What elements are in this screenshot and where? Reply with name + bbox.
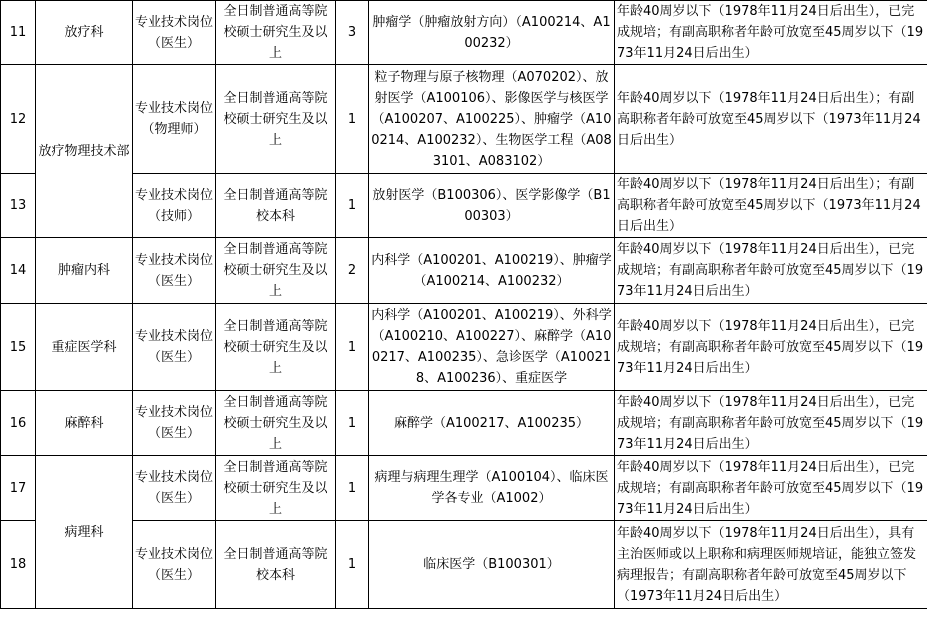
major-cell: 内科学（A100201、A100219）、外科学（A100210、A100227）、麻醉学（A100217、A100235）、急诊医学（A100218、A100236）、重症医学 (369, 304, 615, 391)
department-cell: 肿瘤内科 (36, 238, 133, 304)
department-cell: 麻醉科 (36, 391, 133, 456)
requirement-cell: 年龄40周岁以下（1978年11月24日后出生）；有副高职称者年龄可放宽至45周岁以下（1973年11月24日后出生） (615, 65, 927, 174)
post-cell: 专业技术岗位（医生） (133, 304, 216, 391)
requirement-cell: 年龄40周岁以下（1978年11月24日后出生），已完成规培；有副高职称者年龄可放宽至45周岁以下（1973年11月24日后出生） (615, 1, 927, 65)
requirement-cell: 年龄40周岁以下（1978年11月24日后出生）；有副高职称者年龄可放宽至45周岁以下（1973年11月24日后出生） (615, 174, 927, 238)
department-cell: 病理科 (36, 456, 133, 609)
post-cell: 专业技术岗位（医生） (133, 521, 216, 609)
count-cell: 1 (336, 304, 369, 391)
table-row (1, 456, 927, 521)
major-cell: 麻醉学（A100217、A100235） (369, 391, 615, 456)
education-cell: 全日制普通高等院校硕士研究生及以上 (216, 65, 336, 174)
education-cell: 全日制普通高等院校硕士研究生及以上 (216, 304, 336, 391)
table-row (1, 65, 927, 174)
count-cell: 3 (336, 1, 369, 65)
requirement-cell: 年龄40周岁以下（1978年11月24日后出生），已完成规培；有副高职称者年龄可放宽至45周岁以下（1973年11月24日后出生） (615, 238, 927, 304)
major-cell: 病理与病理生理学（A100104）、临床医学各专业（A1002） (369, 456, 615, 521)
major-cell: 内科学（A100201、A100219）、肿瘤学（A100214、A100232） (369, 238, 615, 304)
education-cell: 全日制普通高等院校硕士研究生及以上 (216, 456, 336, 521)
department-cell: 重症医学科 (36, 304, 133, 391)
table-row (1, 304, 927, 391)
requirement-cell: 年龄40周岁以下（1978年11月24日后出生），已完成规培；有副高职称者年龄可放宽至45周岁以下（1973年11月24日后出生） (615, 304, 927, 391)
row-number: 12 (1, 65, 36, 174)
education-cell: 全日制普通高等院校硕士研究生及以上 (216, 238, 336, 304)
post-cell: 专业技术岗位（医生） (133, 456, 216, 521)
table-row (1, 391, 927, 456)
table-row (1, 238, 927, 304)
row-number: 16 (1, 391, 36, 456)
education-cell: 全日制普通高等院校硕士研究生及以上 (216, 391, 336, 456)
count-cell: 1 (336, 174, 369, 238)
major-cell: 临床医学（B100301） (369, 521, 615, 609)
post-cell: 专业技术岗位（医生） (133, 391, 216, 456)
count-cell: 1 (336, 456, 369, 521)
count-cell: 1 (336, 65, 369, 174)
post-cell: 专业技术岗位（技师） (133, 174, 216, 238)
education-cell: 全日制普通高等院校本科 (216, 521, 336, 609)
requirement-cell: 年龄40周岁以下（1978年11月24日后出生），已完成规培；有副高职称者年龄可放宽至45周岁以下（1973年11月24日后出生） (615, 456, 927, 521)
requirement-cell: 年龄40周岁以下（1978年11月24日后出生），具有主治医师或以上职称和病理医师规培证，能独立签发病理报告；有副高职称者年龄可放宽至45周岁以下（1973年11月24日后出生） (615, 521, 927, 609)
major-cell: 粒子物理与原子核物理（A070202）、放射医学（A100106）、影像医学与核医学（A100207、A100225）、肿瘤学（A100214、A100232）、生物医学工程（A083101、A083102） (369, 65, 615, 174)
education-cell: 全日制普通高等院校硕士研究生及以上 (216, 1, 336, 65)
department-cell: 放疗物理技术部 (36, 65, 133, 238)
table-row (1, 174, 927, 238)
count-cell: 1 (336, 391, 369, 456)
table-row (1, 1, 927, 65)
row-number: 15 (1, 304, 36, 391)
major-cell: 放射医学（B100306）、医学影像学（B100303） (369, 174, 615, 238)
count-cell: 1 (336, 521, 369, 609)
post-cell: 专业技术岗位（医生） (133, 238, 216, 304)
row-number: 14 (1, 238, 36, 304)
education-cell: 全日制普通高等院校本科 (216, 174, 336, 238)
requirement-cell: 年龄40周岁以下（1978年11月24日后出生），已完成规培；有副高职称者年龄可放宽至45周岁以下（1973年11月24日后出生） (615, 391, 927, 456)
row-number: 17 (1, 456, 36, 521)
post-cell: 专业技术岗位（物理师） (133, 65, 216, 174)
major-cell: 肿瘤学（肿瘤放射方向）（A100214、A100232） (369, 1, 615, 65)
row-number: 11 (1, 1, 36, 65)
table-row (1, 521, 927, 609)
row-number: 18 (1, 521, 36, 609)
count-cell: 2 (336, 238, 369, 304)
department-cell: 放疗科 (36, 1, 133, 65)
row-number: 13 (1, 174, 36, 238)
post-cell: 专业技术岗位（医生） (133, 1, 216, 65)
